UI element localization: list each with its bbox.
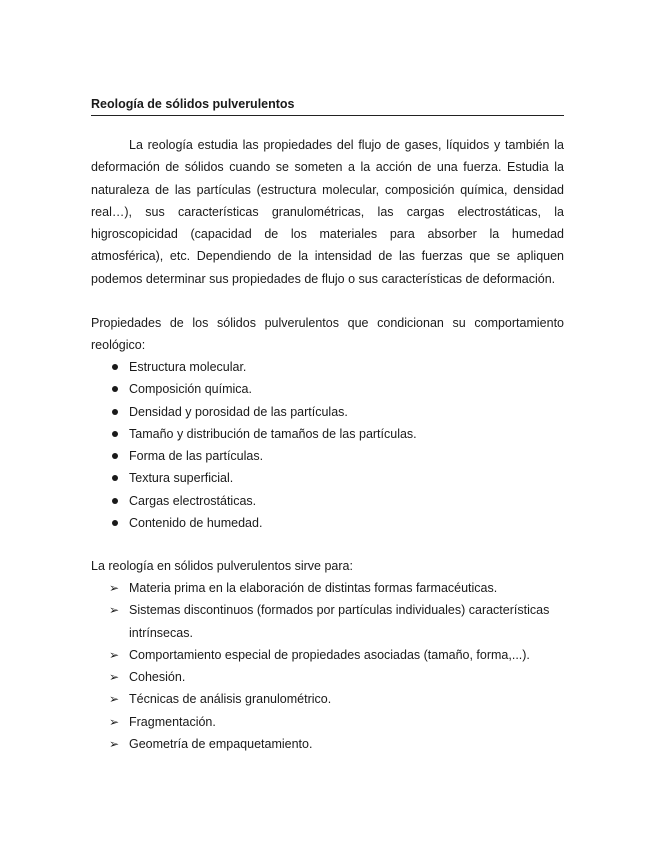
- arrow-bullet-icon: ➢: [109, 647, 120, 662]
- list-item: Forma de las partículas.: [91, 445, 564, 467]
- list-item: ➢ Fragmentación.: [91, 711, 564, 733]
- properties-list: [91, 356, 564, 534]
- bullet-icon: [112, 386, 118, 392]
- bullet-icon: [112, 498, 118, 504]
- bullet-icon: [112, 453, 118, 459]
- bullet-icon: [112, 409, 118, 415]
- bullet-icon: [112, 364, 118, 370]
- list-item: Estructura molecular.: [91, 356, 564, 378]
- intro-paragraph: La reología estudia las propiedades del flujo de gases, líquidos y también la deformación de sólidos cuando se someten a la acción de una fuerza. Estudia la naturaleza de las partículas (estructura molecular, composición química, densidad real…), sus características granulométricas, las cargas electrostáticas, la higroscopicidad (capacidad de los materiales para absorber la humedad atmosférica), etc. Dependiendo de la intensidad de las fuerzas que se apliquen podemos determinar sus propiedades de flujo o sus características de deformación.: [91, 138, 564, 286]
- arrow-bullet-icon: ➢: [109, 670, 120, 685]
- uses-intro: La reología en sólidos pulverulentos sirve para:: [91, 559, 353, 573]
- arrow-bullet-icon: ➢: [109, 714, 120, 729]
- bullet-icon: [112, 431, 118, 437]
- uses-list: [91, 577, 564, 755]
- list-item: Contenido de humedad.: [91, 512, 564, 534]
- list-item: ➢ Geometría de empaquetamiento.: [91, 733, 564, 755]
- list-item: ➢ Técnicas de análisis granulométrico.: [91, 688, 564, 710]
- list-item: Composición química.: [91, 378, 564, 400]
- section-heading: Reología de sólidos pulverulentos: [91, 95, 564, 116]
- properties-intro: Propiedades de los sólidos pulverulentos que condicionan su comportamiento reológico:: [91, 316, 564, 353]
- arrow-bullet-icon: ➢: [109, 692, 120, 707]
- list-item: Tamaño y distribución de tamaños de las partículas.: [91, 423, 564, 445]
- list-item: Cargas electrostáticas.: [91, 490, 564, 512]
- arrow-bullet-icon: ➢: [109, 603, 120, 618]
- list-item: Densidad y porosidad de las partículas.: [91, 401, 564, 423]
- list-item: ➢ Comportamiento especial de propiedades asociadas (tamaño, forma,...).: [91, 644, 564, 666]
- list-item: Textura superficial.: [91, 467, 564, 489]
- list-item: ➢ Cohesión.: [91, 666, 564, 688]
- arrow-bullet-icon: ➢: [109, 581, 120, 595]
- bullet-icon: [112, 475, 118, 481]
- bullet-icon: [112, 520, 118, 526]
- list-item: ➢ Sistemas discontinuos (formados por partículas individuales) características intrínsecas.: [91, 599, 564, 644]
- list-item: ➢ Materia prima en la elaboración de distintas formas farmacéuticas.: [91, 577, 564, 599]
- arrow-bullet-icon: ➢: [109, 737, 120, 752]
